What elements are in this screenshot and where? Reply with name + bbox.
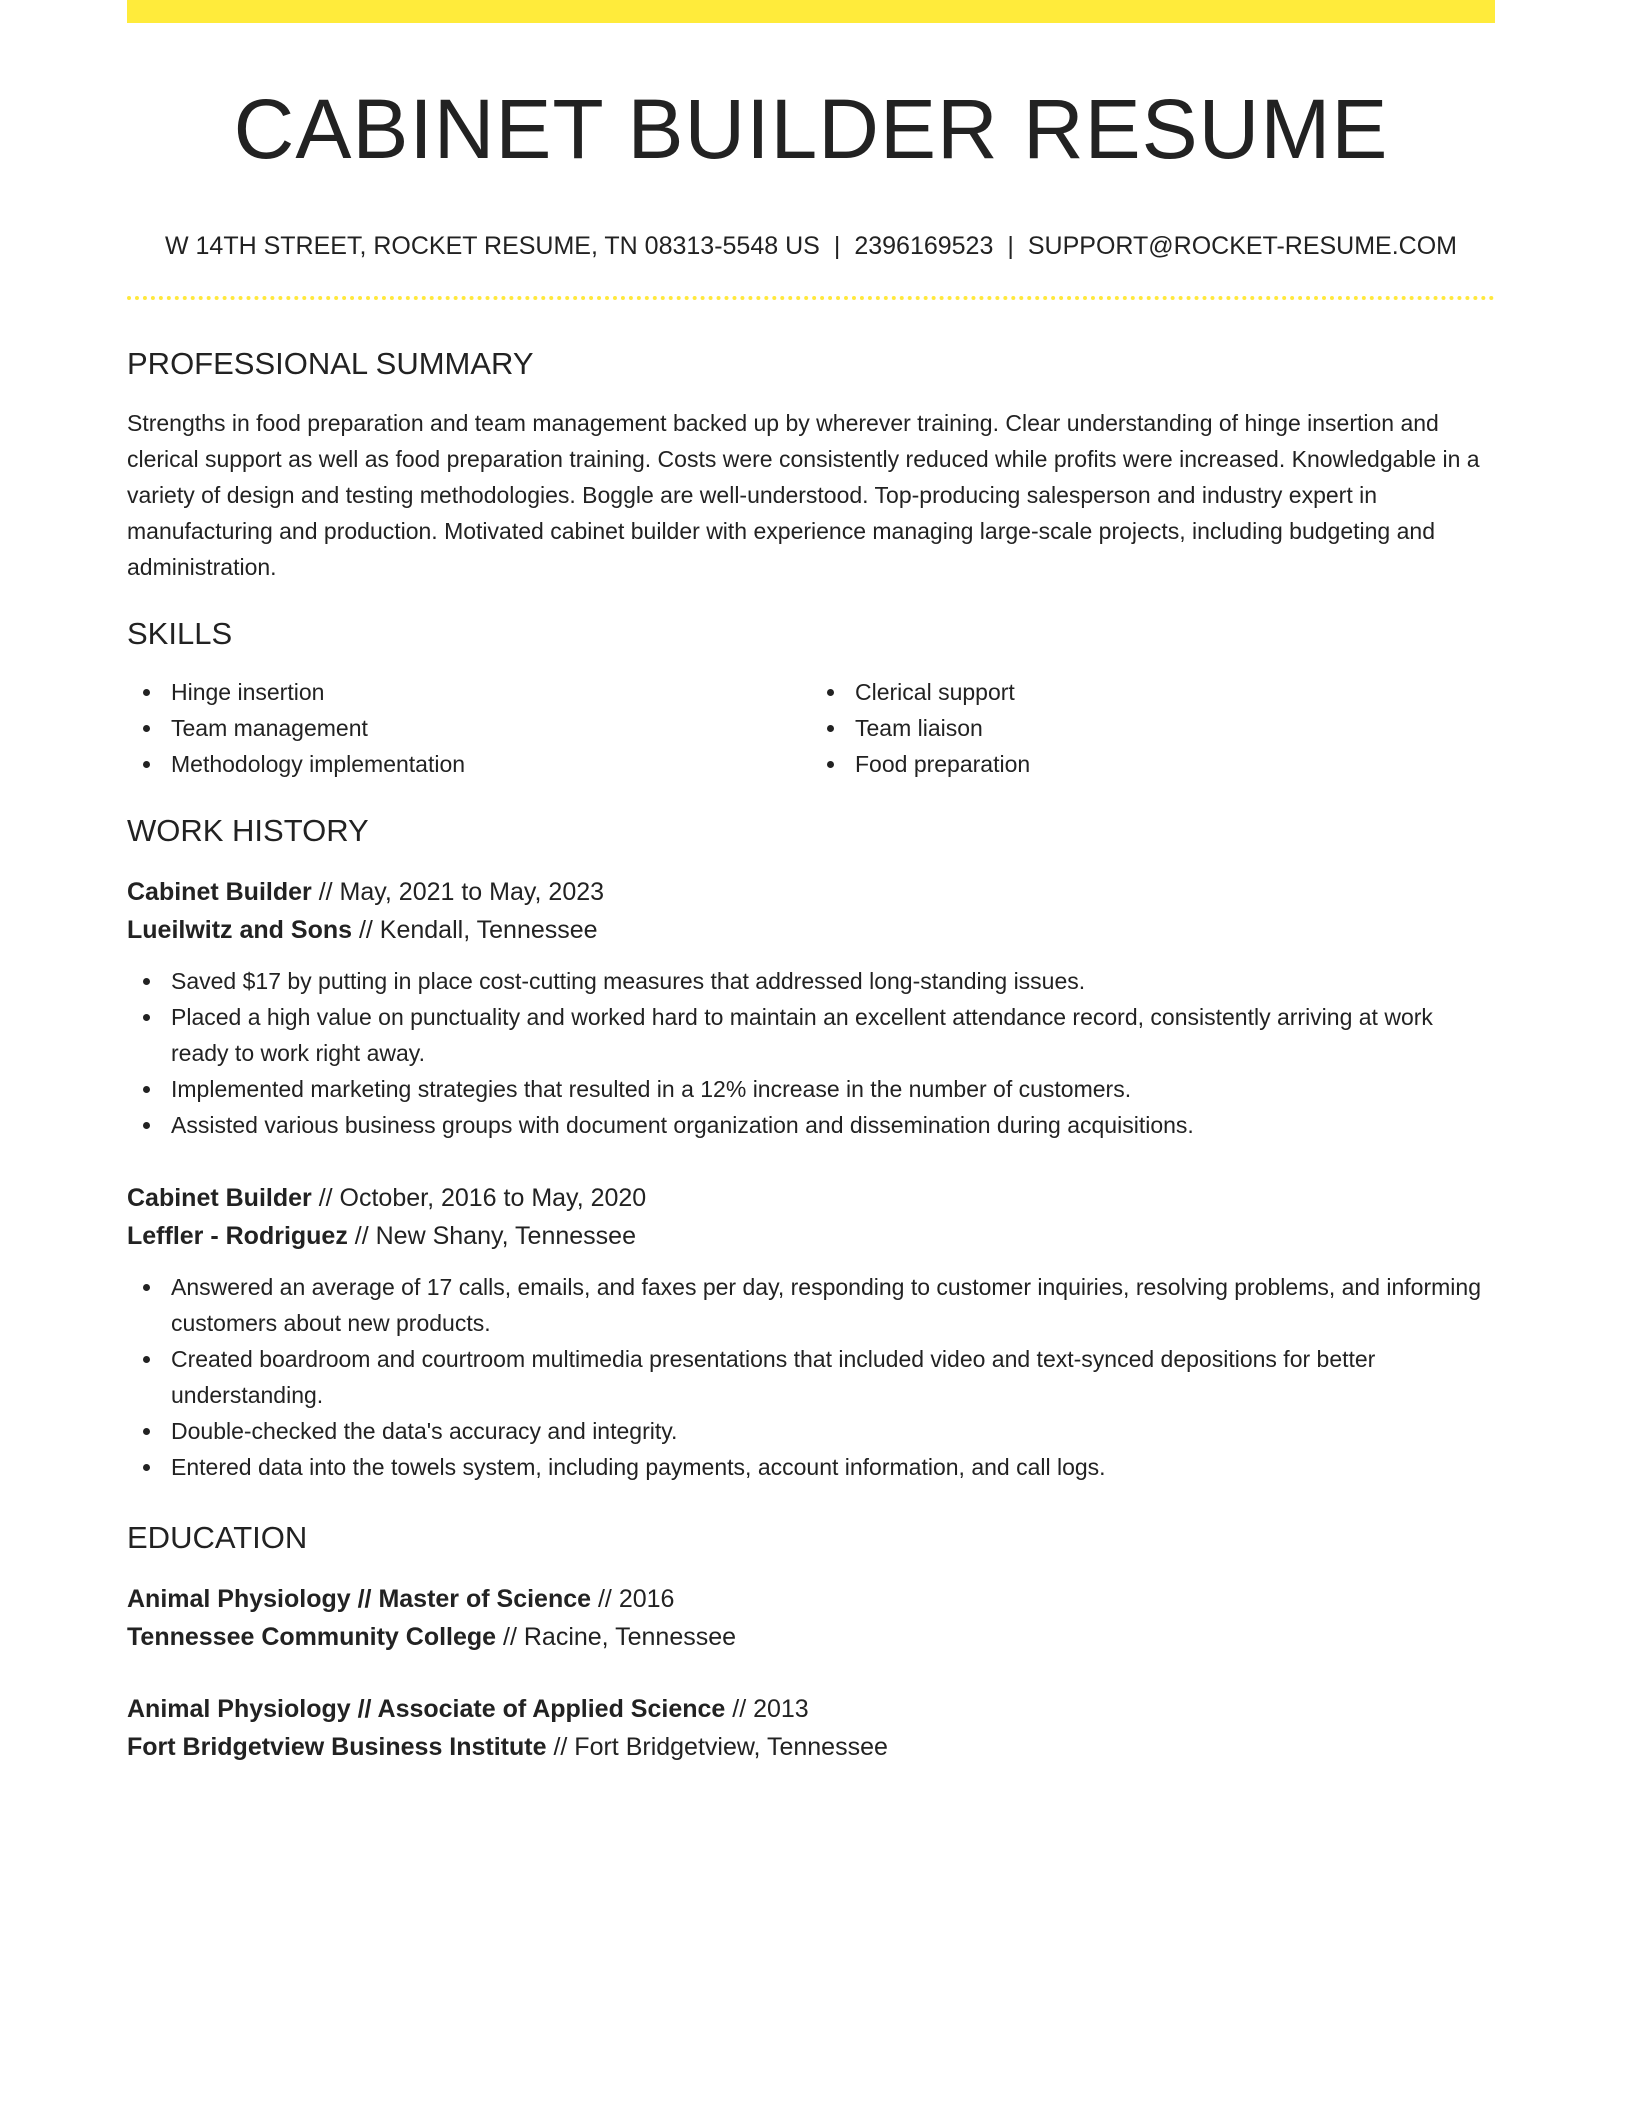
contact-email: SUPPORT@ROCKET-RESUME.COM — [1027, 232, 1458, 261]
job-bullet: Entered data into the towels system, including payments, account information, and call logs. — [127, 1449, 1495, 1485]
job-entry — [127, 1179, 1495, 1485]
job-location: // Kendall, Tennessee — [352, 915, 598, 944]
job-entry — [127, 873, 1495, 1143]
job-bullets — [127, 1269, 1495, 1485]
education-year: // 2016 — [591, 1585, 675, 1614]
skill-item: Methodology implementation — [127, 746, 811, 782]
education-entry — [127, 1580, 1495, 1656]
job-dates: // October, 2016 to May, 2020 — [311, 1183, 647, 1212]
skill-item: Team management — [127, 710, 811, 746]
skills-grid — [127, 674, 1495, 782]
education-school-line — [127, 1728, 1495, 1766]
skill-item: Food preparation — [811, 746, 1495, 782]
job-bullet: Created boardroom and courtroom multimedia presentations that included video and text-synced depositions for better understanding. — [127, 1341, 1495, 1413]
job-role: Cabinet Builder — [127, 1183, 312, 1212]
education-degree: Animal Physiology // Master of Science — [127, 1585, 592, 1614]
summary-heading: PROFESSIONAL SUMMARY — [127, 346, 534, 382]
dotted-divider — [127, 296, 1495, 300]
resume-title: CABINET BUILDER RESUME — [233, 82, 1389, 176]
education-year: // 2013 — [725, 1695, 809, 1724]
skill-item: Clerical support — [811, 674, 1495, 710]
skills-column-right — [811, 674, 1495, 782]
job-bullet: Double-checked the data's accuracy and integrity. — [127, 1413, 1495, 1449]
education-school: Fort Bridgetview Business Institute — [127, 1733, 547, 1762]
skill-item: Hinge insertion — [127, 674, 811, 710]
education-entry — [127, 1690, 1495, 1766]
education-school-line — [127, 1618, 1495, 1656]
job-role-line — [127, 873, 1495, 911]
job-bullet: Saved $17 by putting in place cost-cutting measures that addressed long-standing issues. — [127, 963, 1495, 999]
skills-heading: SKILLS — [127, 615, 233, 651]
education-degree: Animal Physiology // Associate of Applied Science — [127, 1695, 726, 1724]
job-bullet: Placed a high value on punctuality and worked hard to maintain an excellent attendance record, consistently arriving at work ready to work right away. — [127, 999, 1495, 1071]
contact-separator: | — [1007, 232, 1014, 261]
top-accent-bar — [127, 0, 1495, 23]
summary-text: Strengths in food preparation and team management backed up by wherever training. Clear understanding of hinge insertion and clerical support as well as food preparation training. Costs were consistently reduced while profits were increased. Knowledgable in a variety of design and testing methodologies. Boggle are well-understood. Top-producing salesperson and industry expert in manufacturing and production. Motivated cabinet builder with experience managing large-scale projects, including budgeting and administration. — [127, 409, 1480, 580]
education-location: // Racine, Tennessee — [496, 1623, 737, 1652]
job-company: Leffler - Rodriguez — [127, 1221, 348, 1250]
work-history-heading: WORK HISTORY — [127, 812, 369, 848]
education-degree-line — [127, 1690, 1495, 1728]
skill-item: Team liaison — [811, 710, 1495, 746]
job-company-line — [127, 1217, 1495, 1255]
contact-address: W 14TH STREET, ROCKET RESUME, TN 08313-5548 US — [164, 232, 820, 261]
job-bullet: Answered an average of 17 calls, emails, and faxes per day, responding to customer inquiries, resolving problems, and informing customers about new products. — [127, 1269, 1495, 1341]
skills-column-left — [127, 674, 811, 782]
contact-line — [127, 231, 1495, 261]
job-bullets — [127, 963, 1495, 1143]
job-role: Cabinet Builder — [127, 877, 312, 906]
job-dates: // May, 2021 to May, 2023 — [311, 877, 605, 906]
job-bullet: Assisted various business groups with document organization and dissemination during acquisitions. — [127, 1107, 1495, 1143]
education-school: Tennessee Community College — [127, 1623, 497, 1652]
job-company-line — [127, 911, 1495, 949]
contact-separator: | — [833, 232, 841, 261]
job-bullet: Implemented marketing strategies that resulted in a 12% increase in the number of customers. — [127, 1071, 1495, 1107]
job-company: Lueilwitz and Sons — [127, 915, 353, 944]
education-location: // Fort Bridgetview, Tennessee — [546, 1733, 888, 1762]
job-location: // New Shany, Tennessee — [347, 1221, 636, 1250]
education-degree-line — [127, 1580, 1495, 1618]
education-heading: EDUCATION — [127, 1519, 308, 1555]
contact-phone: 2396169523 — [854, 232, 994, 261]
job-role-line — [127, 1179, 1495, 1217]
resume-page — [127, 0, 1495, 1766]
